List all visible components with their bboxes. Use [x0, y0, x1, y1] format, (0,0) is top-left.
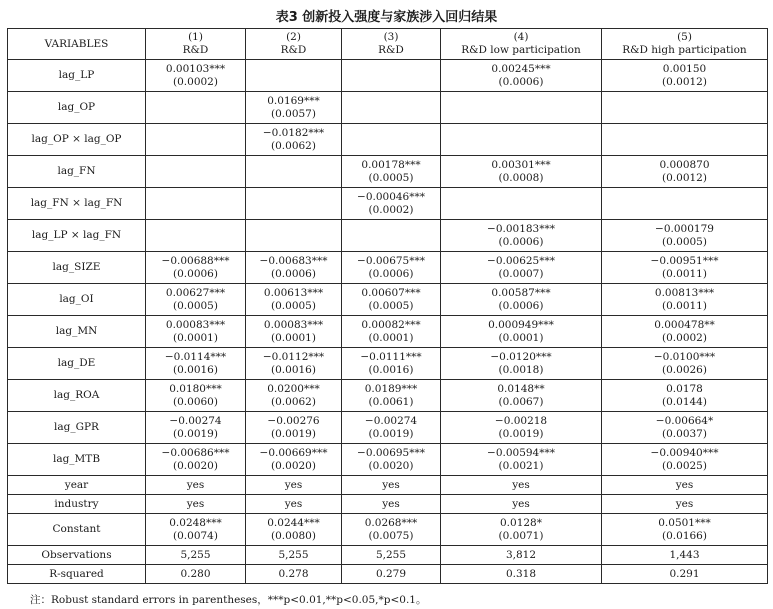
- table-row: [8, 124, 768, 156]
- coefficient-cell: [342, 60, 441, 92]
- value-cell: yes: [246, 476, 342, 495]
- variable-name: lag_OP × lag_OP: [8, 124, 146, 156]
- coefficient: −0.0182***: [262, 126, 325, 139]
- coefficient: 0.0501***: [658, 516, 711, 529]
- coefficient: −0.00274: [364, 414, 418, 427]
- standard-error: (0.0006): [498, 235, 544, 248]
- standard-error: (0.0012): [662, 75, 707, 88]
- coefficient-cell: [342, 284, 441, 316]
- standard-error: (0.0005): [368, 299, 414, 312]
- standard-error: (0.0005): [368, 171, 414, 184]
- coefficient: 0.00613***: [263, 286, 324, 299]
- standard-error: (0.0025): [662, 459, 707, 472]
- table-body: [8, 29, 768, 584]
- coefficient: −0.00686***: [161, 446, 230, 459]
- coefficient: −0.00218: [494, 414, 548, 427]
- value-cell: 0.318: [441, 565, 602, 584]
- table-row: [8, 565, 768, 584]
- variable-name: industry: [8, 495, 146, 514]
- coefficient-cell: [602, 60, 768, 92]
- table-row: [8, 495, 768, 514]
- coefficient: 0.0268***: [364, 516, 418, 529]
- coefficient: 0.0148**: [497, 382, 545, 395]
- coefficient: 0.000949***: [488, 318, 554, 331]
- variable-name: Observations: [8, 546, 146, 565]
- coefficient-cell: [602, 284, 768, 316]
- table-title: 表3 创新投入强度与家族涉入回归结果: [275, 10, 498, 25]
- coefficient: 0.00150: [662, 62, 707, 75]
- coefficient-cell: [146, 252, 246, 284]
- column-number: (1): [188, 31, 203, 43]
- standard-error: (0.0019): [271, 427, 316, 440]
- column-number: (4): [513, 31, 529, 43]
- standard-error: (0.0005): [173, 299, 218, 312]
- coefficient-cell: [602, 412, 768, 444]
- standard-error: (0.0006): [498, 299, 544, 312]
- standard-error: (0.0002): [662, 331, 707, 344]
- value-cell: 0.280: [146, 565, 246, 584]
- value-cell: 5,255: [146, 546, 246, 565]
- coefficient: −0.00683***: [259, 254, 328, 267]
- standard-error: (0.0080): [271, 529, 316, 542]
- variable-name: lag_LP × lag_FN: [8, 220, 146, 252]
- coefficient: −0.0111***: [360, 350, 422, 363]
- coefficient-cell: [246, 252, 342, 284]
- coefficient-cell: [342, 252, 441, 284]
- coefficient: 0.00607***: [361, 286, 421, 299]
- value-cell: yes: [246, 495, 342, 514]
- standard-error: (0.0001): [368, 331, 414, 344]
- coefficient: −0.00940***: [650, 446, 719, 459]
- coefficient: 0.00083***: [165, 318, 226, 331]
- value-cell: 5,255: [342, 546, 441, 565]
- table-row: [8, 380, 768, 412]
- coefficient: −0.0120***: [490, 350, 552, 363]
- value-cell: 1,443: [602, 546, 768, 565]
- coefficient-cell: [441, 284, 602, 316]
- standard-error: (0.0021): [498, 459, 544, 472]
- coefficient: 0.00627***: [165, 286, 226, 299]
- standard-error: (0.0002): [173, 75, 218, 88]
- table-row: [8, 412, 768, 444]
- coefficient-cell: [342, 156, 441, 188]
- coefficient-cell: [342, 316, 441, 348]
- coefficient-cell: [602, 92, 768, 124]
- variable-name: lag_ROA: [8, 380, 146, 412]
- coefficient: 0.0189***: [364, 382, 418, 395]
- coefficient-cell: [602, 188, 768, 220]
- coefficient: 0.0244***: [267, 516, 320, 529]
- coefficient: −0.000179: [655, 222, 714, 235]
- coefficient: 0.0200***: [267, 382, 320, 395]
- coefficient-cell: [602, 444, 768, 476]
- standard-error: (0.0019): [368, 427, 414, 440]
- variable-name: lag_FN: [8, 156, 146, 188]
- table-row: [8, 220, 768, 252]
- value-cell: yes: [146, 495, 246, 514]
- table-row: [8, 284, 768, 316]
- coefficient-cell: [146, 60, 246, 92]
- coefficient-cell: [246, 380, 342, 412]
- coefficient-cell: [146, 380, 246, 412]
- coefficient-cell: [146, 156, 246, 188]
- value-cell: 5,255: [246, 546, 342, 565]
- header-row: [8, 29, 768, 60]
- standard-error: (0.0007): [498, 267, 544, 280]
- column-label: R&D low participation: [461, 44, 581, 56]
- coefficient: 0.00178***: [361, 158, 421, 171]
- coefficient-cell: [146, 316, 246, 348]
- coefficient-cell: [246, 316, 342, 348]
- coefficient-cell: [602, 156, 768, 188]
- standard-error: (0.0061): [368, 395, 414, 408]
- value-cell: yes: [602, 495, 768, 514]
- value-cell: 0.278: [246, 565, 342, 584]
- standard-error: (0.0062): [271, 395, 316, 408]
- coefficient: 0.00245***: [491, 62, 551, 75]
- coefficient: 0.00103***: [165, 62, 226, 75]
- coefficient: 0.0128*: [500, 516, 542, 529]
- coefficient-cell: [441, 412, 602, 444]
- coefficient-cell: [246, 188, 342, 220]
- value-cell: yes: [342, 476, 441, 495]
- coefficient-cell: [246, 348, 342, 380]
- coefficient-cell: [146, 514, 246, 546]
- coefficient-cell: [441, 220, 602, 252]
- standard-error: (0.0012): [662, 171, 707, 184]
- standard-error: (0.0002): [368, 203, 414, 216]
- coefficient-cell: [146, 92, 246, 124]
- column-header: [441, 29, 602, 60]
- coefficient-cell: [441, 124, 602, 156]
- standard-error: (0.0020): [271, 459, 316, 472]
- standard-error: (0.0071): [498, 529, 544, 542]
- table-note: 注：Robust standard errors in parentheses，***p<0.01,**p<0.05,*p<0.1。: [30, 594, 427, 606]
- standard-error: (0.0037): [662, 427, 707, 440]
- variable-name: lag_DE: [8, 348, 146, 380]
- coefficient-cell: [441, 156, 602, 188]
- coefficient-cell: [146, 348, 246, 380]
- table-row: [8, 476, 768, 495]
- standard-error: (0.0067): [498, 395, 544, 408]
- coefficient: −0.0112***: [262, 350, 325, 363]
- coefficient-cell: [246, 412, 342, 444]
- coefficient-cell: [441, 444, 602, 476]
- coefficient: 0.00301***: [491, 158, 551, 171]
- coefficient-cell: [246, 444, 342, 476]
- table-row: [8, 188, 768, 220]
- standard-error: (0.0006): [498, 75, 544, 88]
- column-label: R&D: [378, 44, 404, 56]
- coefficient-cell: [602, 220, 768, 252]
- standard-error: (0.0016): [368, 363, 414, 376]
- coefficient: −0.00688***: [161, 254, 230, 267]
- column-header: [342, 29, 441, 60]
- coefficient-cell: [342, 412, 441, 444]
- coefficient: −0.00695***: [357, 446, 425, 459]
- standard-error: (0.0020): [368, 459, 414, 472]
- coefficient-cell: [602, 380, 768, 412]
- coefficient-cell: [246, 124, 342, 156]
- variable-name: lag_SIZE: [8, 252, 146, 284]
- coefficient-cell: [602, 348, 768, 380]
- variable-name: year: [8, 476, 146, 495]
- value-cell: 0.291: [602, 565, 768, 584]
- coefficient-cell: [246, 60, 342, 92]
- coefficient-cell: [441, 60, 602, 92]
- standard-error: (0.0011): [662, 267, 707, 280]
- standard-error: (0.0006): [173, 267, 218, 280]
- coefficient: −0.00594***: [487, 446, 555, 459]
- coefficient-cell: [146, 284, 246, 316]
- standard-error: (0.0026): [662, 363, 707, 376]
- coefficient-cell: [342, 444, 441, 476]
- column-label: VARIABLES: [44, 37, 109, 50]
- column-number: (3): [383, 31, 399, 43]
- coefficient: −0.00675***: [357, 254, 425, 267]
- table-row: [8, 546, 768, 565]
- value-cell: yes: [441, 495, 602, 514]
- standard-error: (0.0074): [173, 529, 218, 542]
- coefficient: 0.0169***: [267, 94, 320, 107]
- standard-error: (0.0016): [271, 363, 316, 376]
- coefficient-cell: [441, 348, 602, 380]
- coefficient-cell: [146, 124, 246, 156]
- column-label: R&D: [182, 44, 209, 56]
- table-row: [8, 60, 768, 92]
- variables-header: [8, 29, 146, 60]
- coefficient-cell: [342, 220, 441, 252]
- coefficient: −0.0114***: [164, 350, 227, 363]
- regression-table: [7, 28, 768, 584]
- coefficient-cell: [342, 514, 441, 546]
- standard-error: (0.0008): [498, 171, 544, 184]
- column-number: (2): [286, 31, 301, 43]
- coefficient-cell: [342, 380, 441, 412]
- coefficient-cell: [146, 412, 246, 444]
- variable-name: R-squared: [8, 565, 146, 584]
- table-row: [8, 156, 768, 188]
- coefficient-cell: [246, 514, 342, 546]
- standard-error: (0.0057): [271, 107, 316, 120]
- coefficient-cell: [146, 220, 246, 252]
- value-cell: 3,812: [441, 546, 602, 565]
- column-header: [246, 29, 342, 60]
- standard-error: (0.0018): [498, 363, 544, 376]
- table-row: [8, 514, 768, 546]
- coefficient-cell: [441, 92, 602, 124]
- standard-error: (0.0060): [173, 395, 218, 408]
- table-row: [8, 444, 768, 476]
- coefficient-cell: [602, 514, 768, 546]
- value-cell: yes: [602, 476, 768, 495]
- standard-error: (0.0075): [368, 529, 414, 542]
- variable-name: lag_FN × lag_FN: [8, 188, 146, 220]
- coefficient-cell: [246, 156, 342, 188]
- variable-name: lag_LP: [8, 60, 146, 92]
- coefficient: −0.0100***: [653, 350, 716, 363]
- standard-error: (0.0166): [662, 529, 707, 542]
- variable-name: lag_MN: [8, 316, 146, 348]
- standard-error: (0.0019): [173, 427, 218, 440]
- coefficient: 0.0178: [666, 382, 703, 395]
- coefficient: −0.00625***: [487, 254, 555, 267]
- coefficient: 0.0180***: [169, 382, 222, 395]
- coefficient-cell: [246, 220, 342, 252]
- coefficient-cell: [602, 316, 768, 348]
- variable-name: lag_GPR: [8, 412, 146, 444]
- coefficient: −0.00274: [169, 414, 222, 427]
- variable-name: Constant: [8, 514, 146, 546]
- coefficient: 0.00813***: [654, 286, 715, 299]
- standard-error: (0.0005): [662, 235, 707, 248]
- coefficient: 0.000478**: [654, 318, 715, 331]
- coefficient-cell: [246, 92, 342, 124]
- table-row: [8, 316, 768, 348]
- standard-error: (0.0016): [173, 363, 218, 376]
- coefficient-cell: [342, 92, 441, 124]
- coefficient: −0.00046***: [357, 190, 425, 203]
- value-cell: yes: [146, 476, 246, 495]
- coefficient: 0.00082***: [361, 318, 421, 331]
- coefficient-cell: [441, 252, 602, 284]
- coefficient: −0.00183***: [487, 222, 555, 235]
- variable-name: lag_MTB: [8, 444, 146, 476]
- standard-error: (0.0011): [662, 299, 707, 312]
- standard-error: (0.0006): [368, 267, 414, 280]
- coefficient-cell: [441, 514, 602, 546]
- coefficient: −0.00669***: [259, 446, 328, 459]
- value-cell: yes: [441, 476, 602, 495]
- variable-name: lag_OP: [8, 92, 146, 124]
- coefficient-cell: [441, 380, 602, 412]
- value-cell: 0.279: [342, 565, 441, 584]
- column-header: [146, 29, 246, 60]
- value-cell: yes: [342, 495, 441, 514]
- coefficient: 0.000870: [659, 158, 710, 171]
- standard-error: (0.0001): [498, 331, 544, 344]
- table-row: [8, 348, 768, 380]
- column-header: [602, 29, 768, 60]
- standard-error: (0.0006): [271, 267, 316, 280]
- coefficient: 0.0248***: [169, 516, 222, 529]
- coefficient-cell: [602, 252, 768, 284]
- coefficient-cell: [246, 284, 342, 316]
- column-label: R&D: [280, 44, 307, 56]
- coefficient-cell: [441, 188, 602, 220]
- standard-error: (0.0019): [498, 427, 544, 440]
- coefficient-cell: [342, 348, 441, 380]
- coefficient-cell: [146, 444, 246, 476]
- coefficient: −0.00951***: [650, 254, 719, 267]
- coefficient-cell: [342, 188, 441, 220]
- standard-error: (0.0020): [173, 459, 218, 472]
- coefficient: −0.00276: [267, 414, 320, 427]
- variable-name: lag_OI: [8, 284, 146, 316]
- standard-error: (0.0005): [271, 299, 316, 312]
- column-number: (5): [677, 31, 692, 43]
- standard-error: (0.0001): [271, 331, 316, 344]
- standard-error: (0.0062): [271, 139, 316, 152]
- coefficient: 0.00083***: [263, 318, 324, 331]
- standard-error: (0.0001): [173, 331, 218, 344]
- coefficient-cell: [441, 316, 602, 348]
- table-row: [8, 252, 768, 284]
- coefficient-cell: [146, 188, 246, 220]
- table-row: [8, 92, 768, 124]
- standard-error: (0.0144): [662, 395, 707, 408]
- coefficient: 0.00587***: [491, 286, 551, 299]
- column-label: R&D high participation: [622, 44, 747, 56]
- coefficient-cell: [602, 124, 768, 156]
- coefficient: −0.00664*: [655, 414, 714, 427]
- coefficient-cell: [342, 124, 441, 156]
